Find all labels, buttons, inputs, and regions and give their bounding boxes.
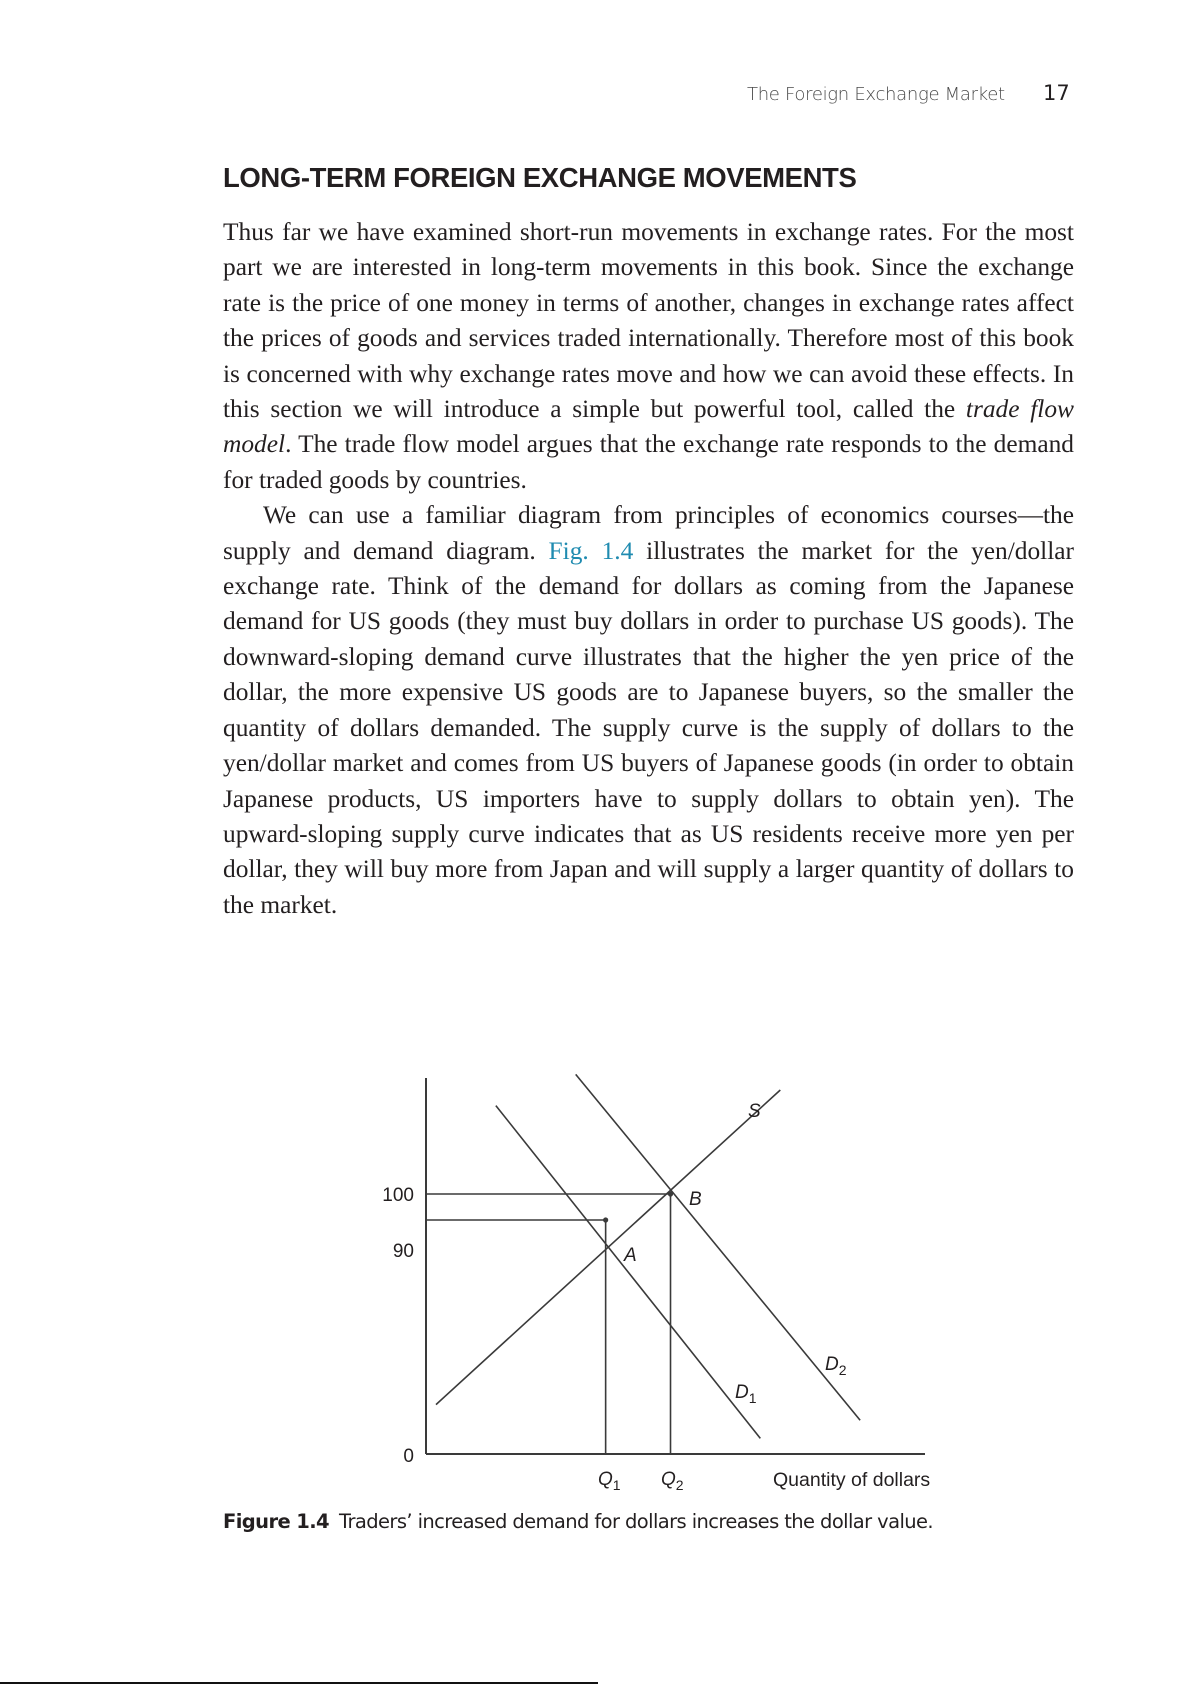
page-number: 17 <box>1043 81 1070 105</box>
x-tick-Q1: $Q_1$ <box>598 1469 621 1493</box>
point-label-B: B <box>689 1189 702 1210</box>
bottom-rule <box>0 1682 598 1684</box>
paragraph-2-text: We can use a familiar diagram from principles of economics courses—the supply and demand diagram. <box>223 501 1074 565</box>
paragraph-1-text-end: . The trade flow model argues that the exchange rate responds to the demand for traded goods by countries. <box>223 430 1074 494</box>
section-title: LONG-TERM FOREIGN EXCHANGE MOVEMENTS <box>223 162 857 193</box>
equilibrium-point-a <box>604 1218 608 1222</box>
x-tick-Q2: $Q_2$ <box>661 1469 684 1493</box>
curve-d1 <box>496 1106 760 1439</box>
paragraph-1-text: Thus far we have examined short-run movements in exchange rates. For the most part we are interested in long-term movements in this book. Since the exchange rate is the price of one money in terms of another, changes in exchange rates affect the prices of goods and services traded internationally. Therefore most of this book is concerned with why exchange rates move and how we can avoid these effects. In this section we will introduce a simple but powerful tool, called the <box>223 218 1074 424</box>
y-tick-100: 100 <box>382 1185 414 1206</box>
x-axis-title: Quantity of dollars <box>773 1469 931 1491</box>
figure-caption <box>223 1510 933 1533</box>
label-D2: $D_2$ <box>825 1354 847 1378</box>
label-D1: $D_1$ <box>735 1382 757 1406</box>
running-head-title: The Foreign Exchange Market <box>747 84 1005 105</box>
figure-caption-text: Traders’ increased demand for dollars increases the dollar value. <box>339 1510 934 1533</box>
curve-d2 <box>576 1074 860 1420</box>
y-tick-90: 90 <box>392 1241 414 1262</box>
y-tick-0: 0 <box>403 1446 414 1467</box>
equilibrium-point-b <box>669 1192 673 1196</box>
figure-number: Figure 1.4 <box>223 1510 330 1533</box>
term-trade-flow-model: trade flow model <box>223 395 1074 459</box>
paragraph-2-text-end: illustrates the market for the yen/dollar exchange rate. Think of the demand for dollars as coming from the Japanese demand for US goods (they must buy dollars in order to purchase US goods). The downward-sloping demand curve illustrates that the higher the yen price of the dollar, the more expensive US goods are to Japanese buyers, so the smaller the quantity of dollars demanded. The supply curve is the supply of dollars to the yen/dollar market and comes from US buyers of Japanese goods (in order to obtain Japanese products, US importers have to supply dollars to obtain yen). The upward-sloping supply curve indicates that as US residents receive more yen per dollar, they will buy more from Japan and will supply a larger quantity of dollars to the market. <box>223 536 1075 919</box>
figure-link[interactable]: Fig. 1.4 <box>548 536 634 565</box>
point-label-A: A <box>624 1245 637 1266</box>
label-S: S <box>748 1101 761 1122</box>
